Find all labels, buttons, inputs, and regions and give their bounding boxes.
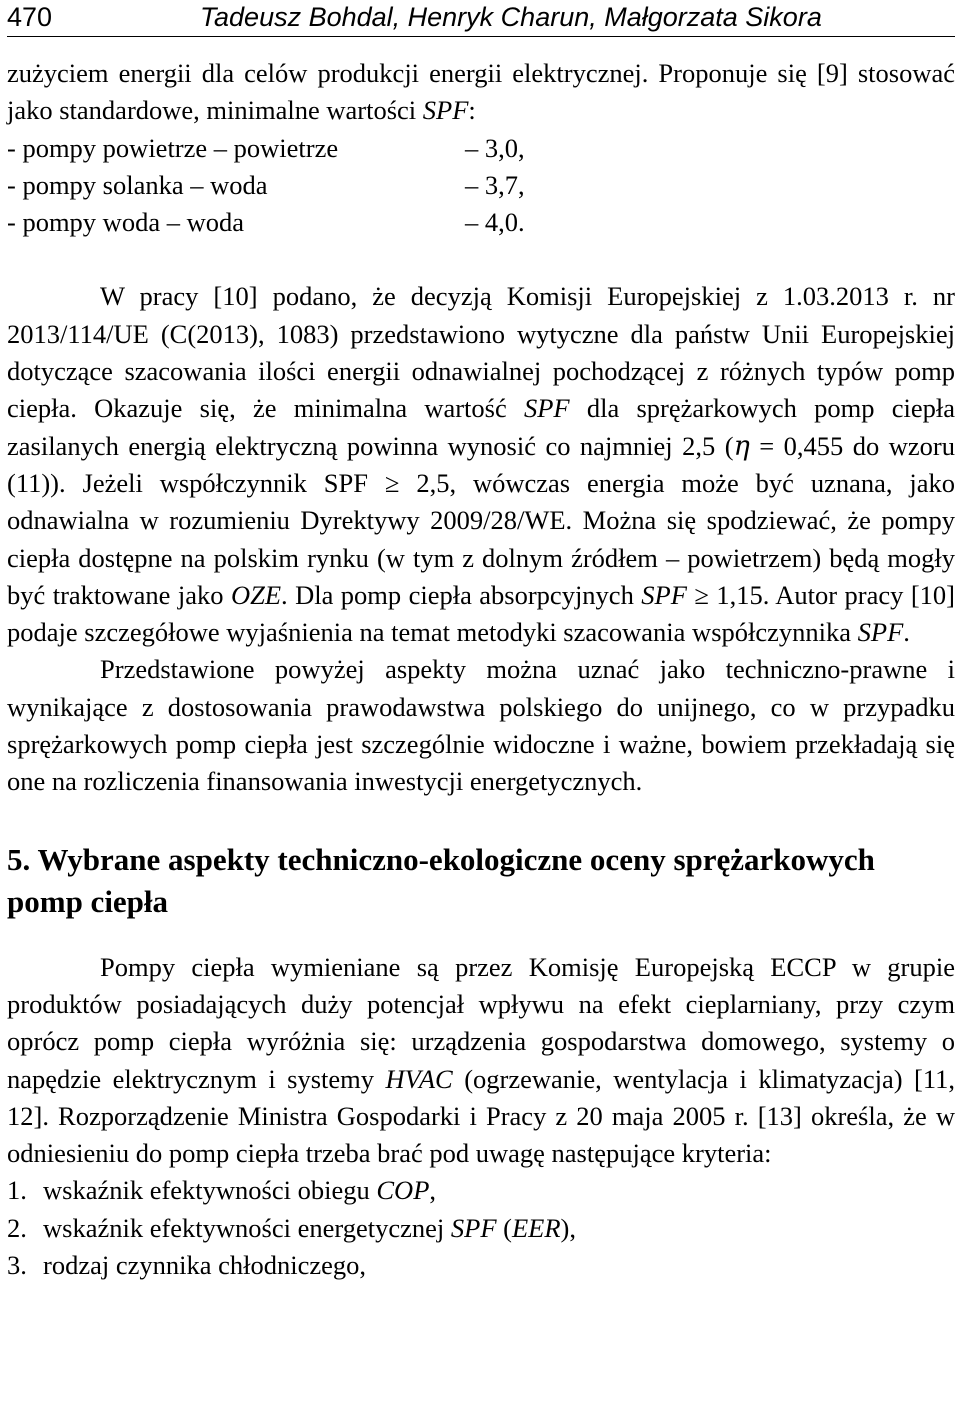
eta-symbol: η <box>733 430 750 462</box>
list-item: 1. wskaźnik efektywności obiegu COP, <box>7 1175 436 1206</box>
paragraph-eu-decision: W pracy [10] podano, że decyzją Komisji Europejskiej z 1.03.2013 r. nr 2013/114/UE (C(2013), 1083) przedstawiono wytyczne dla państw Unii Europejskiej dotyczące szacowania ilości energii odnawialnej pochodzącej z różnych typów pomp ciepła. Okazuje się, że minimalna wartość SPF dla sprężarkowych pomp ciepła zasilanych energią elektryczną powinna wynosić co najmniej 2,5 (η = 0,455 do wzoru (11)). Jeżeli współczynnik SPF ≥ 2,5, wówczas energia może być uznana, jako odnawialna w rozumieniu Dyrektywy 2009/28/WE. Można się spodziewać, że pompy ciepła dostępne na polskim rynku (w tym z dolnym źródłem – powietrzem) będą mogły być traktowane jako OZE. Dla pomp ciepła absorpcyjnych SPF ≥ 1,15. Autor pracy [10] podaje szczegółowe wyjaśnienia na temat metodyki szacowania współczynnika SPF. <box>7 281 955 648</box>
body-text <box>7 55 955 1284</box>
paragraph-eccp: Pompy ciepła wymieniane są przez Komisję Europejską ECCP w grupie produktów posiadających duży potencjał wpływu na efekt cieplarniany, przy czym oprócz pomp ciepła wyróżnia się: urządzenia gospodarstwa domowego, systemy o napędzie elektrycznym i systemy HVAC (ogrzewanie, wentylacja i klimatyzacja) [11, 12]. Rozporządzenie Ministra Gospodarki i Pracy z 20 maja 2005 r. [13] określa, że w odniesieniu do pomp ciepła trzeba brać pod uwagę następujące kryteria: <box>7 951 955 1169</box>
list-item: 2. wskaźnik efektywności energetycznej SPF (EER), <box>7 1212 576 1243</box>
list-item: - pompy powietrze – powietrze – 3,0, <box>7 132 525 163</box>
paragraph-legal-aspects: Przedstawione powyżej aspekty można uznać jako techniczno-prawne i wynikające z dostosowania prawodawstwa polskiego do unijnego, co w przypadku sprężarkowych pomp ciepła jest szczególnie widoczne i ważne, bowiem przekładają się one na rozliczenia finansowania inwestycji energetycznych. <box>7 654 955 797</box>
page-number: 470 <box>7 2 53 32</box>
section-heading: 5. Wybrane aspekty techniczno-ekologiczne oceny sprężarkowych pomp ciepła <box>7 841 875 919</box>
pump-list <box>7 130 955 242</box>
list-item: - pompy solanka – woda – 3,7, <box>7 169 525 200</box>
list-item: - pompy woda – woda – 4,0. <box>7 207 525 238</box>
header-authors: Tadeusz Bohdal, Henryk Charun, Małgorzata Sikora <box>200 2 822 32</box>
list-item: 3. rodzaj czynnika chłodniczego, <box>7 1250 367 1281</box>
running-header <box>7 0 955 37</box>
intro-paragraph: zużyciem energii dla celów produkcji energii elektrycznej. Proponuje się [9] stosować jako standardowe, minimalne wartości SPF: <box>7 58 955 126</box>
criteria-list <box>7 1172 955 1284</box>
